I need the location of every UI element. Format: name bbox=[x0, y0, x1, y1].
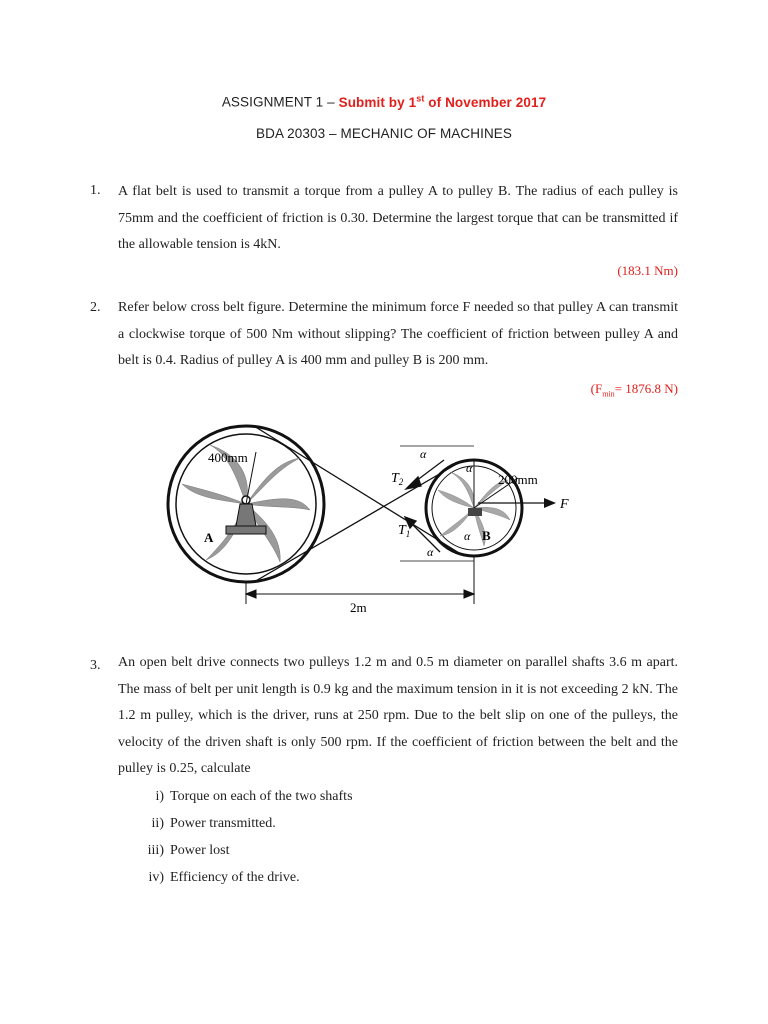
item-text: Power transmitted. bbox=[170, 816, 276, 831]
answer-subscript: min bbox=[602, 389, 615, 399]
question-3-item-4 bbox=[140, 870, 300, 886]
item-text: Torque on each of the two shafts bbox=[170, 789, 353, 804]
question-1-text: A flat belt is used to transmit a torque from a pulley A to pulley B. The radius of each pulley is 75mm and the coefficient of friction is 0.30. Determine the largest torque that can be transmitted if the allowable tension is 4kN. bbox=[118, 184, 678, 252]
question-1-number: 1. bbox=[90, 183, 101, 198]
submit-sup: st bbox=[416, 93, 425, 103]
label-t1: $T_1$ bbox=[398, 523, 411, 539]
assignment-title bbox=[0, 93, 768, 110]
question-3-number: 3. bbox=[90, 658, 101, 673]
question-2-text: Refer below cross belt figure. Determine the minimum force F needed so that pulley A can transmit a clockwise torque of 500 Nm without slipping? The coefficient of friction between pulley A and belt is 0.4. Radius of pulley A is 400 mm and pulley B is 200 mm. bbox=[118, 300, 678, 368]
question-3-item-3 bbox=[140, 843, 230, 859]
submit-text: Submit by 1 bbox=[338, 94, 417, 110]
label-t2: $T_2$ bbox=[391, 471, 404, 487]
label-force: F bbox=[560, 497, 569, 512]
item-text: Power lost bbox=[170, 843, 230, 858]
cross-belt-figure bbox=[160, 410, 600, 620]
answer-suffix: = 1876.8 N) bbox=[614, 381, 678, 396]
label-pulley-a: A bbox=[204, 530, 214, 545]
label-alpha-bottom: α bbox=[427, 545, 434, 559]
question-3-text: An open belt drive connects two pulleys 1.2 m and 0.5 m diameter on parallel shafts 3.6 m apart. The mass of belt per unit length is 0.9 kg and the maximum tension in it is not exceeding 2 kN. The 1.2 m pulley, which is the driver, runs at 250 rpm. Due to the belt slip on one of the pulleys, the velocity of the driven shaft is only 500 rpm. If the coefficient of friction between the belt and the pulley is 0.25, calculate bbox=[118, 655, 678, 776]
label-alpha-bottom-right: α bbox=[464, 529, 471, 543]
label-alpha-right: α bbox=[466, 461, 473, 475]
item-text: Efficiency of the drive. bbox=[170, 870, 300, 885]
question-2-number: 2. bbox=[90, 300, 101, 315]
title-prefix: ASSIGNMENT 1 – bbox=[221, 94, 339, 110]
question-3-item-1 bbox=[140, 789, 353, 805]
item-label: iii) bbox=[147, 843, 164, 858]
answer-prefix: (F bbox=[590, 381, 603, 396]
submit-suffix: of November 2017 bbox=[424, 94, 547, 110]
question-2-answer bbox=[591, 381, 678, 399]
question-1-answer: (183.1 Nm) bbox=[617, 263, 678, 278]
item-label: iv) bbox=[148, 870, 164, 885]
label-distance: 2m bbox=[350, 600, 367, 615]
label-alpha-top: α bbox=[420, 447, 427, 461]
submit-deadline bbox=[339, 95, 547, 110]
item-label: i) bbox=[155, 789, 164, 804]
label-radius-b: 200mm bbox=[498, 472, 538, 487]
question-3-item-2 bbox=[140, 816, 276, 832]
course-title: BDA 20303 – MECHANIC OF MACHINES bbox=[255, 126, 513, 141]
label-pulley-b: B bbox=[482, 528, 491, 543]
label-radius-a: 400mm bbox=[208, 450, 248, 465]
item-label: ii) bbox=[151, 816, 164, 831]
